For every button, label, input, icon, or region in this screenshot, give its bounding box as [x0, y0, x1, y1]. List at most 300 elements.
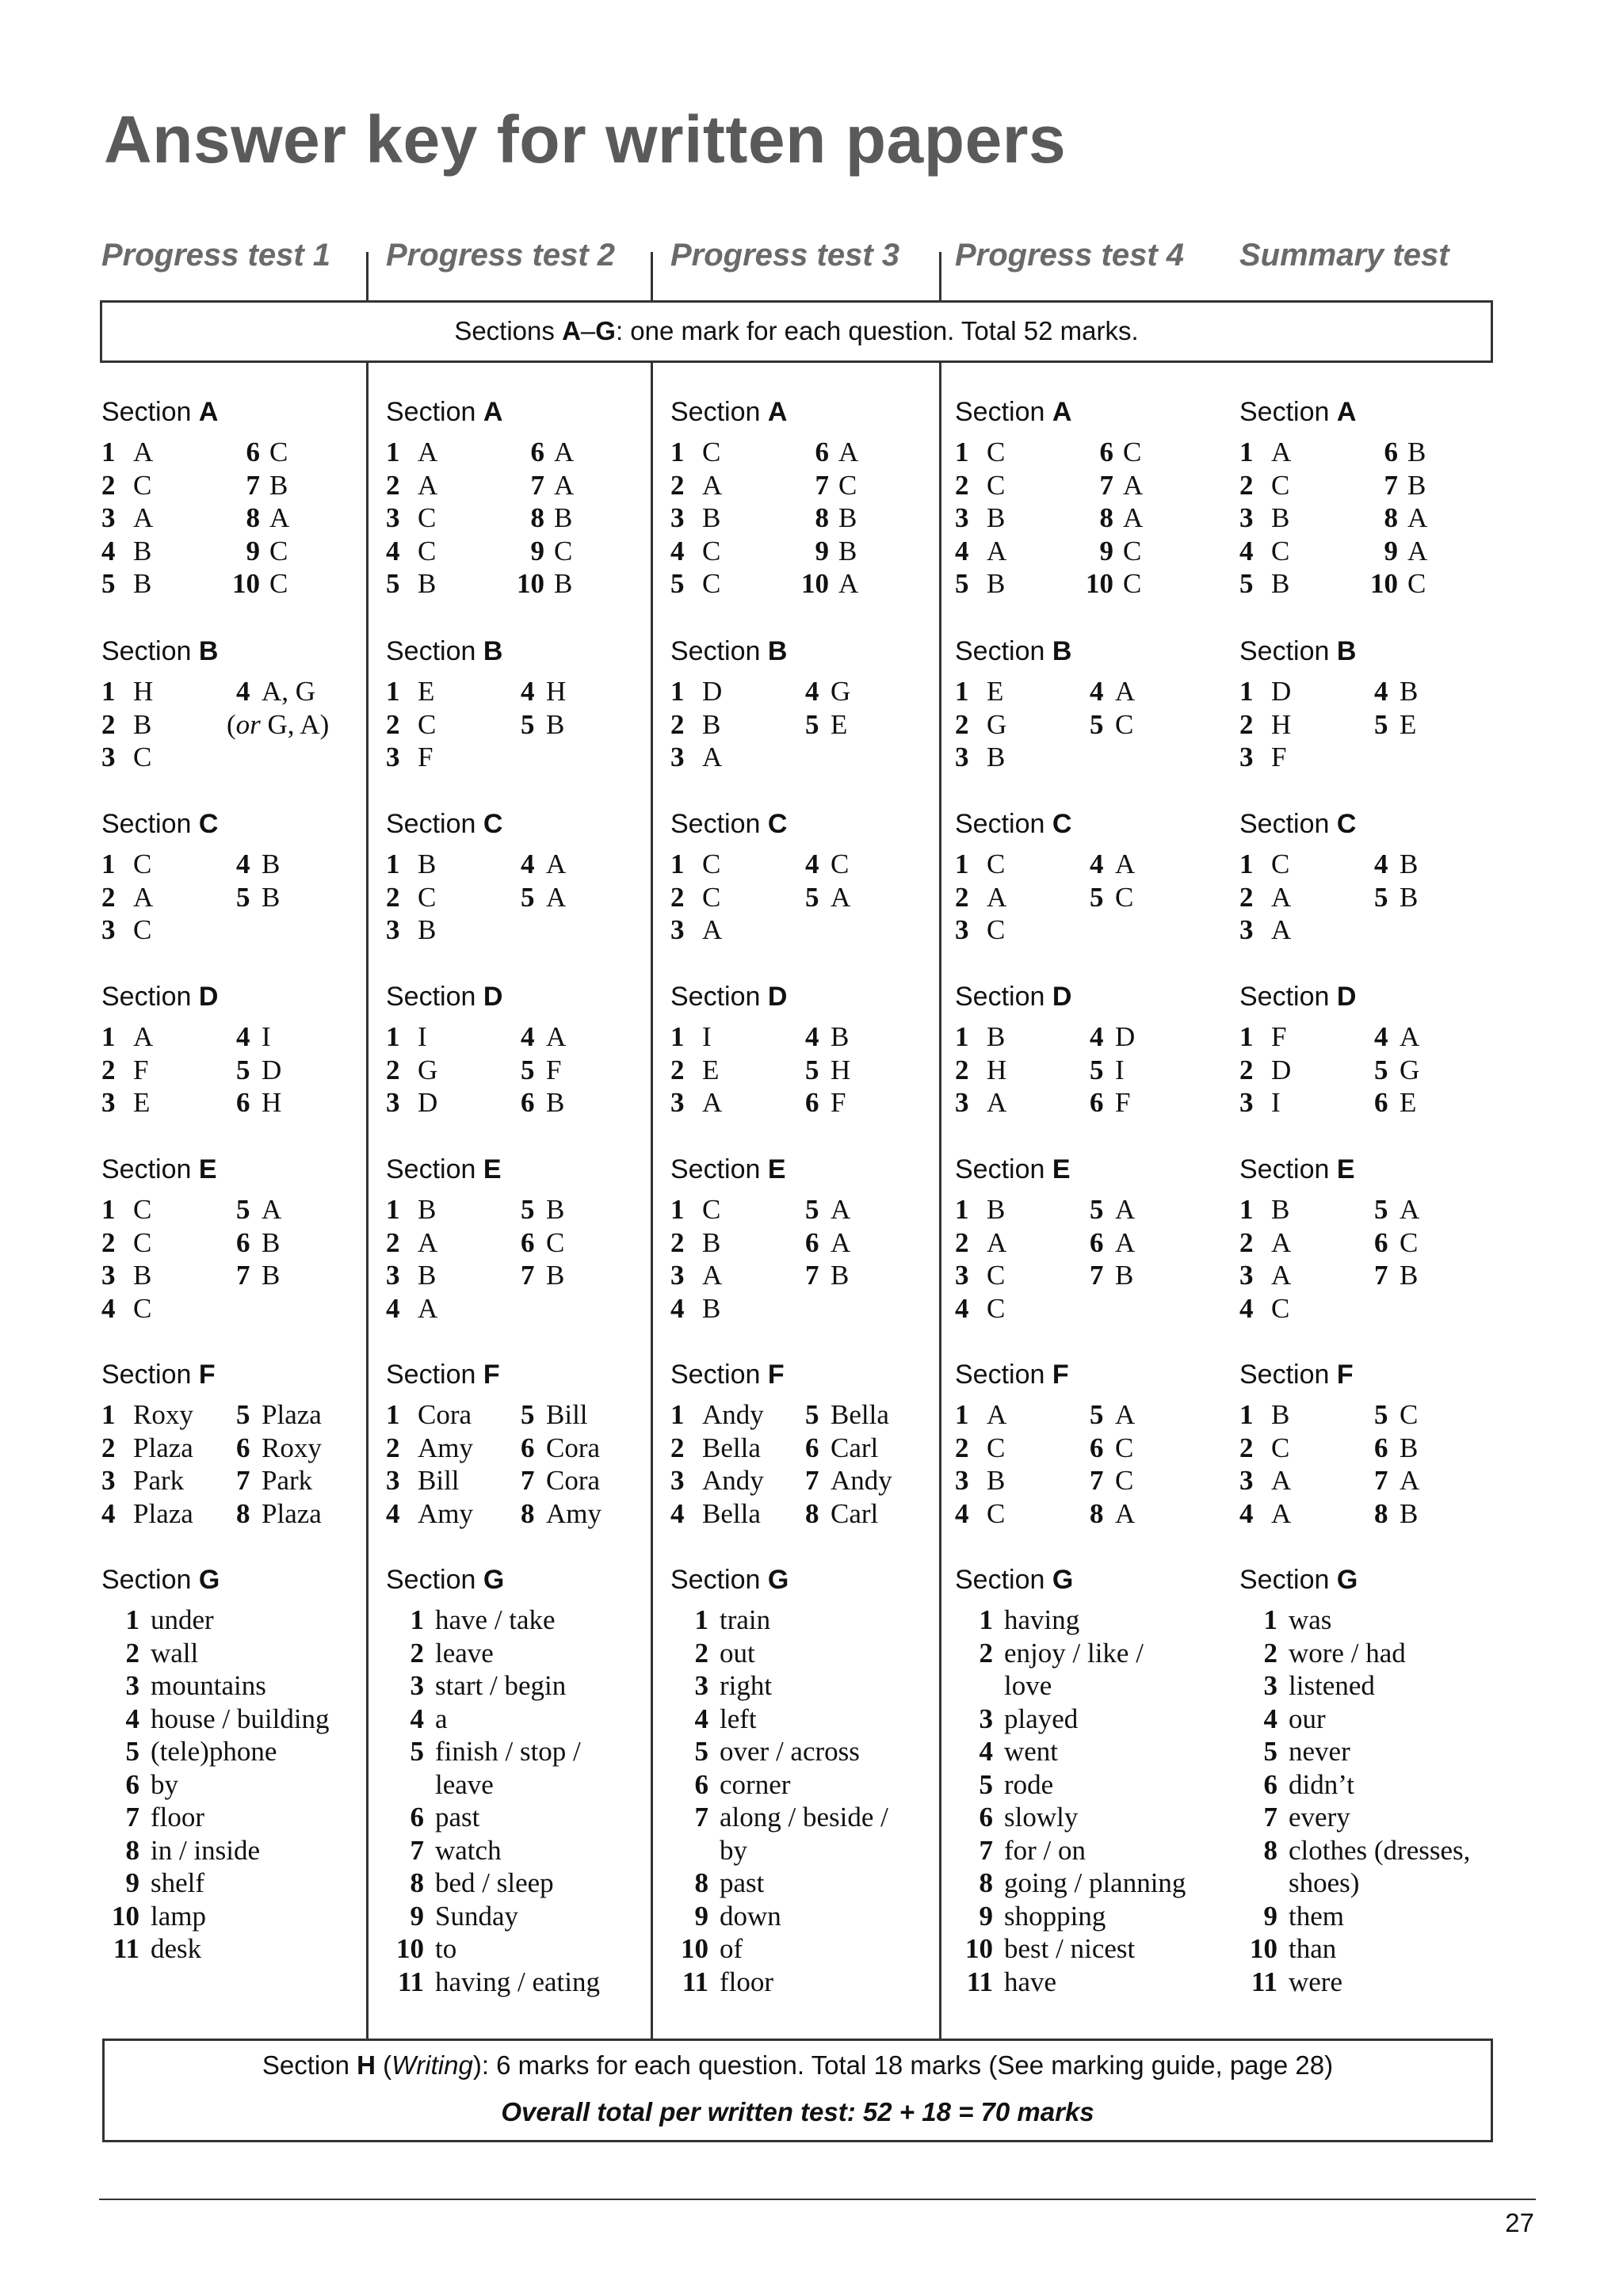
- section-word: Section: [955, 636, 1045, 666]
- answer-text: B: [554, 502, 573, 533]
- section-letter: C: [1052, 809, 1072, 839]
- answer-row: [101, 708, 371, 742]
- question-number: 6: [521, 1432, 535, 1463]
- section-h-note: Section H (Writing): 6 marks for each question. Total 18 marks (See marking guide, page 28): [262, 2050, 1334, 2080]
- answer-text: B: [546, 708, 565, 740]
- question-number: 6: [1090, 1226, 1104, 1258]
- answer-text: B: [1400, 1432, 1419, 1463]
- answer-row: [670, 469, 940, 502]
- answer-text: G: [418, 1054, 438, 1085]
- answer-text: Bella: [831, 1399, 889, 1430]
- question-number: 2: [101, 1432, 116, 1463]
- section-word: Section: [955, 982, 1045, 1012]
- answer-row: [386, 1086, 655, 1119]
- answer-row: [1239, 436, 1509, 469]
- section-word: Section: [955, 1565, 1045, 1595]
- answer-text: clothes (dresses,: [1289, 1834, 1471, 1866]
- question-number: 11: [966, 1966, 993, 1997]
- answer-row: [386, 1932, 655, 1966]
- answer-row: [386, 535, 655, 568]
- answer-text: C: [987, 1497, 1006, 1529]
- answer-text: C: [987, 1432, 1006, 1463]
- answer-text: was: [1289, 1604, 1332, 1635]
- answer-row: [1239, 1867, 1509, 1900]
- answer-text: G: [987, 708, 1007, 740]
- answer-text: to: [435, 1933, 457, 1964]
- question-number: 7: [521, 1465, 535, 1496]
- answer-row: [955, 1193, 1224, 1226]
- answer-text: C: [987, 1292, 1006, 1324]
- answer-text: I: [1115, 1054, 1125, 1085]
- answer-row: [1239, 1020, 1509, 1054]
- answer-row: [101, 1464, 371, 1497]
- question-number: 10: [1086, 568, 1113, 599]
- answer-text: shopping: [1004, 1900, 1106, 1932]
- answer-text: Andy: [702, 1399, 764, 1430]
- question-number: 1: [670, 1194, 685, 1225]
- answer-row: [670, 502, 940, 535]
- answer-row: [955, 1432, 1224, 1465]
- answer-text: B: [418, 849, 437, 879]
- answer-text: Bella: [702, 1432, 761, 1463]
- section-letter: D: [1052, 982, 1072, 1012]
- section-letter: D: [767, 982, 788, 1012]
- question-number: 10: [965, 1933, 993, 1964]
- question-number: 8: [805, 1497, 819, 1529]
- answer-row: [386, 1193, 655, 1226]
- answer-text: C: [1123, 568, 1142, 599]
- question-number: 3: [670, 1465, 685, 1496]
- answer-row: [1239, 1497, 1509, 1531]
- answer-text: of: [720, 1933, 743, 1964]
- answer-text: B: [702, 708, 721, 740]
- answer-text: B: [702, 1292, 721, 1324]
- answer-text: D: [1271, 676, 1292, 707]
- question-number: 4: [670, 1497, 685, 1529]
- answer-text: A: [1407, 535, 1428, 566]
- answer-text: A: [1123, 502, 1144, 533]
- answer-text: A: [418, 1226, 438, 1258]
- answer-text: B: [262, 1260, 281, 1291]
- answer-text: A: [831, 881, 851, 913]
- answer-row: [670, 1497, 940, 1531]
- question-number: 7: [236, 1465, 250, 1496]
- section-e-col-1: [101, 1152, 371, 1325]
- section-word: Section: [1239, 636, 1330, 666]
- section-d-col-1: [101, 979, 371, 1119]
- answer-row: [386, 1497, 655, 1531]
- section-b-col-5: [1239, 634, 1509, 774]
- question-number: 7: [1090, 1260, 1104, 1291]
- answer-row: [101, 436, 371, 469]
- question-number: 5: [236, 881, 250, 913]
- section-letter: E: [767, 1154, 786, 1184]
- section-word: Section: [386, 1565, 476, 1595]
- question-number: 7: [805, 1260, 819, 1291]
- answer-text: rode: [1004, 1768, 1054, 1800]
- answer-row: [955, 1669, 1224, 1703]
- answer-row: [955, 1086, 1224, 1119]
- section-f-col-1: [101, 1357, 371, 1530]
- section-word: Section: [101, 1360, 192, 1390]
- section-d-col-3: [670, 979, 940, 1119]
- answer-text: mountains: [151, 1670, 266, 1701]
- answer-row: [955, 567, 1224, 601]
- answer-text: A: [1407, 502, 1428, 533]
- answer-row: [101, 1020, 371, 1054]
- question-number: 3: [1239, 914, 1254, 945]
- answer-row: [1239, 1669, 1509, 1703]
- answer-text: C: [1115, 1432, 1134, 1463]
- answer-row: [1239, 1768, 1509, 1802]
- section-d-col-4: [955, 979, 1224, 1119]
- answer-text: C: [1271, 469, 1290, 501]
- answer-text: lamp: [151, 1900, 206, 1932]
- answer-row: [1239, 675, 1509, 708]
- question-number: 6: [1374, 1087, 1388, 1118]
- section-f-col-3: [670, 1357, 940, 1530]
- question-number: 4: [670, 535, 685, 566]
- answer-row: [101, 1497, 371, 1531]
- question-number: 2: [101, 469, 116, 501]
- section-g-col-3: [670, 1562, 940, 1998]
- answer-text: C: [1123, 535, 1142, 566]
- answer-text: A: [838, 437, 859, 467]
- answer-row: [101, 675, 371, 708]
- answer-text: watch: [435, 1834, 502, 1866]
- answer-text: B: [838, 502, 857, 533]
- section-a-col-4: [955, 395, 1224, 601]
- section-g-col-5: [1239, 1562, 1509, 1998]
- answer-row: [1239, 1966, 1509, 1999]
- answer-text: A: [1115, 1399, 1136, 1430]
- question-number: 4: [1090, 676, 1104, 707]
- answer-text: A: [987, 535, 1007, 566]
- header-divider: [651, 252, 653, 301]
- answer-text: A: [546, 1021, 567, 1052]
- question-number: 2: [410, 1637, 424, 1669]
- section-c-col-5: [1239, 807, 1509, 947]
- question-number: 10: [232, 568, 260, 599]
- question-number: 1: [101, 1194, 116, 1225]
- answer-text: B: [1407, 469, 1426, 501]
- answer-text: A: [1400, 1465, 1420, 1496]
- answer-text: A: [838, 568, 859, 599]
- question-number: 1: [101, 849, 116, 879]
- section-heading: [670, 1562, 940, 1597]
- answer-row: [386, 1604, 655, 1637]
- section-heading: [955, 1152, 1224, 1187]
- answer-text: A: [831, 1194, 851, 1225]
- question-number: 5: [1374, 1194, 1388, 1225]
- question-number: 1: [101, 676, 116, 707]
- section-letter: B: [1336, 636, 1357, 666]
- answer-row: [955, 1604, 1224, 1637]
- answer-text: Andy: [831, 1465, 892, 1496]
- answer-text: Roxy: [133, 1399, 193, 1430]
- question-number: 6: [410, 1802, 424, 1833]
- question-number: 6: [1090, 1087, 1104, 1118]
- answer-row: [955, 913, 1224, 947]
- question-number: 3: [979, 1703, 993, 1734]
- question-number: 1: [101, 1021, 116, 1052]
- question-number: 2: [101, 1054, 116, 1085]
- question-number: 7: [530, 469, 544, 501]
- answer-text: F: [1115, 1087, 1131, 1118]
- question-number: 4: [805, 1021, 819, 1052]
- answer-text: B: [831, 1260, 850, 1291]
- answer-text: C: [987, 469, 1006, 501]
- question-number: 3: [386, 1465, 400, 1496]
- section-letter: A: [198, 397, 219, 427]
- question-number: 4: [101, 1497, 116, 1529]
- question-number: 7: [979, 1834, 993, 1866]
- question-number: 10: [1370, 568, 1398, 599]
- question-number: 4: [955, 1292, 969, 1324]
- answer-row: [1239, 1292, 1509, 1325]
- answer-row: [1239, 1086, 1509, 1119]
- question-number: 2: [101, 1226, 116, 1258]
- answer-text: them: [1289, 1900, 1344, 1932]
- answer-text: C: [702, 535, 721, 566]
- answer-text: D: [1115, 1021, 1136, 1052]
- answer-text: (or G, A): [227, 708, 330, 740]
- question-number: 9: [1263, 1900, 1277, 1932]
- question-number: 5: [1263, 1736, 1277, 1767]
- answer-text: B: [418, 1260, 437, 1291]
- answer-text: (tele)phone: [151, 1736, 277, 1767]
- question-number: 6: [815, 437, 829, 467]
- question-number: 7: [815, 469, 829, 501]
- answer-row: [955, 1768, 1224, 1802]
- answer-text: enjoy / like /: [1004, 1637, 1144, 1669]
- answer-text: every: [1289, 1802, 1350, 1833]
- answer-text: C: [702, 437, 721, 467]
- question-number: 4: [386, 1292, 400, 1324]
- answer-text: B: [133, 708, 152, 740]
- question-number: 10: [517, 568, 544, 599]
- question-number: 5: [1374, 1399, 1388, 1430]
- question-number: 10: [681, 1933, 708, 1964]
- section-heading: [1239, 807, 1509, 841]
- question-number: 2: [1239, 881, 1254, 913]
- answer-row: [670, 913, 940, 947]
- column-header-progress-test-1: Progress test 1: [101, 238, 331, 273]
- answer-text: A: [987, 1087, 1007, 1118]
- answer-row: [955, 1867, 1224, 1900]
- answer-text: C: [1400, 1226, 1419, 1258]
- question-number: 8: [246, 502, 260, 533]
- answer-text: Bill: [546, 1399, 588, 1430]
- section-letter: F: [198, 1360, 216, 1390]
- section-heading: [1239, 1152, 1509, 1187]
- answer-text: C: [133, 849, 152, 879]
- answer-row: [670, 1735, 940, 1768]
- answer-text: A: [1271, 1497, 1292, 1529]
- question-number: 3: [955, 742, 969, 772]
- question-number: 5: [694, 1736, 708, 1767]
- section-letter: D: [198, 982, 219, 1012]
- answer-text: E: [1400, 1087, 1417, 1118]
- answer-text: Carl: [831, 1432, 879, 1463]
- answer-text: A: [702, 914, 723, 945]
- answer-text: desk: [151, 1933, 202, 1964]
- answer-text: B: [1271, 1194, 1290, 1225]
- question-number: 2: [955, 1054, 969, 1085]
- answer-row: [1239, 1398, 1509, 1432]
- question-number: 8: [1099, 502, 1113, 533]
- answer-row: [386, 1464, 655, 1497]
- answer-row: [670, 1834, 940, 1867]
- answer-text: G: [1400, 1054, 1420, 1085]
- answer-row: [101, 1768, 371, 1802]
- section-g-col-4: [955, 1562, 1224, 1998]
- answer-text: our: [1289, 1703, 1326, 1734]
- answer-row: [670, 1867, 940, 1900]
- question-number: 2: [101, 881, 116, 913]
- question-number: 6: [1374, 1432, 1388, 1463]
- answer-row: [955, 675, 1224, 708]
- answer-row: [670, 1432, 940, 1465]
- question-number: 2: [955, 1432, 969, 1463]
- question-number: 1: [386, 849, 400, 879]
- section-h-note-box: [102, 2039, 1493, 2142]
- question-number: 6: [1090, 1432, 1104, 1463]
- answer-row: [955, 1398, 1224, 1432]
- answer-row: [1239, 1637, 1509, 1670]
- question-number: 3: [386, 742, 400, 772]
- answer-text: H: [262, 1087, 282, 1118]
- question-number: 8: [694, 1867, 708, 1898]
- answer-row: [386, 1735, 655, 1768]
- section-letter: D: [483, 982, 503, 1012]
- question-number: 1: [670, 849, 685, 879]
- section-heading: [386, 395, 655, 429]
- answer-row: [670, 1966, 940, 1999]
- answer-text: A: [1271, 1226, 1292, 1258]
- column-header-summary-test: Summary test: [1239, 238, 1449, 273]
- question-number: 1: [955, 676, 969, 707]
- answer-row: [101, 1086, 371, 1119]
- answer-text: Amy: [546, 1497, 601, 1529]
- answer-text: A: [1271, 914, 1292, 945]
- answer-row: [670, 881, 940, 914]
- answer-text: corner: [720, 1768, 791, 1800]
- answer-row: [101, 469, 371, 502]
- answer-row: [955, 1801, 1224, 1834]
- question-number: 5: [521, 1399, 535, 1430]
- question-number: 2: [386, 1432, 400, 1463]
- answer-row: [386, 1432, 655, 1465]
- answer-text: C: [702, 568, 721, 599]
- answer-text: B: [546, 1194, 565, 1225]
- section-e-col-3: [670, 1152, 940, 1325]
- question-number: 5: [1090, 881, 1104, 913]
- answer-text: Cora: [546, 1465, 601, 1496]
- section-letter: B: [198, 636, 219, 666]
- section-c-col-1: [101, 807, 371, 947]
- question-number: 2: [386, 708, 400, 740]
- answer-text: E: [133, 1087, 151, 1118]
- question-number: 2: [955, 708, 969, 740]
- answer-text: Park: [133, 1465, 185, 1496]
- answer-text: F: [1271, 742, 1287, 772]
- answer-text: Sunday: [435, 1900, 518, 1932]
- answer-text: D: [1271, 1054, 1292, 1085]
- question-number: 2: [1239, 469, 1254, 501]
- answer-row: [386, 675, 655, 708]
- question-number: 5: [236, 1399, 250, 1430]
- answer-text: start / begin: [435, 1670, 567, 1701]
- answer-text: A: [702, 1087, 723, 1118]
- section-heading: [670, 395, 940, 429]
- section-f-col-2: [386, 1357, 655, 1530]
- section-letter: C: [198, 809, 219, 839]
- answer-text: H: [831, 1054, 851, 1085]
- answer-text: C: [1271, 1432, 1290, 1463]
- answer-row: [955, 1259, 1224, 1292]
- answer-row: [101, 1398, 371, 1432]
- answer-row: [101, 1259, 371, 1292]
- section-heading: [955, 979, 1224, 1014]
- question-number: 5: [1239, 568, 1254, 599]
- section-word: Section: [386, 1154, 476, 1184]
- answer-text: along / beside /: [720, 1802, 888, 1833]
- answer-text: A: [418, 1292, 438, 1324]
- section-word: Section: [386, 809, 476, 839]
- answer-row: [670, 1900, 940, 1933]
- answer-row: [1239, 708, 1509, 742]
- answer-row: [955, 469, 1224, 502]
- question-number: 4: [386, 535, 400, 566]
- section-word: Section: [1239, 397, 1330, 427]
- question-number: 2: [125, 1637, 139, 1669]
- question-number: 3: [1239, 1087, 1254, 1118]
- section-letter: B: [767, 636, 788, 666]
- question-number: 4: [101, 1292, 116, 1324]
- question-number: 4: [1239, 1497, 1254, 1529]
- question-number: 2: [670, 881, 685, 913]
- question-number: 2: [1239, 708, 1254, 740]
- section-letter: E: [198, 1154, 217, 1184]
- section-heading: [670, 634, 940, 669]
- question-number: 1: [1239, 437, 1254, 467]
- question-number: 1: [101, 437, 116, 467]
- answer-text: than: [1289, 1933, 1337, 1964]
- answer-row: [386, 1867, 655, 1900]
- answer-text: C: [554, 535, 573, 566]
- answer-row: [955, 1932, 1224, 1966]
- section-word: Section: [1239, 1154, 1330, 1184]
- answer-text: played: [1004, 1703, 1079, 1734]
- page-title: Answer key for written papers: [104, 102, 1067, 177]
- section-a-col-2: [386, 395, 655, 601]
- section-word: Section: [386, 397, 476, 427]
- question-number: 3: [101, 1087, 116, 1118]
- answer-text: A: [546, 849, 567, 879]
- column-header-progress-test-3: Progress test 3: [670, 238, 900, 273]
- question-number: 5: [521, 881, 535, 913]
- question-number: 2: [1239, 1226, 1254, 1258]
- answer-text: D: [418, 1087, 438, 1118]
- answer-row: [386, 881, 655, 914]
- answer-text: B: [133, 535, 152, 566]
- question-number: 1: [955, 849, 969, 879]
- section-heading: [386, 979, 655, 1014]
- section-heading: [386, 1562, 655, 1597]
- answer-text: B: [987, 1465, 1006, 1496]
- answer-row: [386, 1966, 655, 1999]
